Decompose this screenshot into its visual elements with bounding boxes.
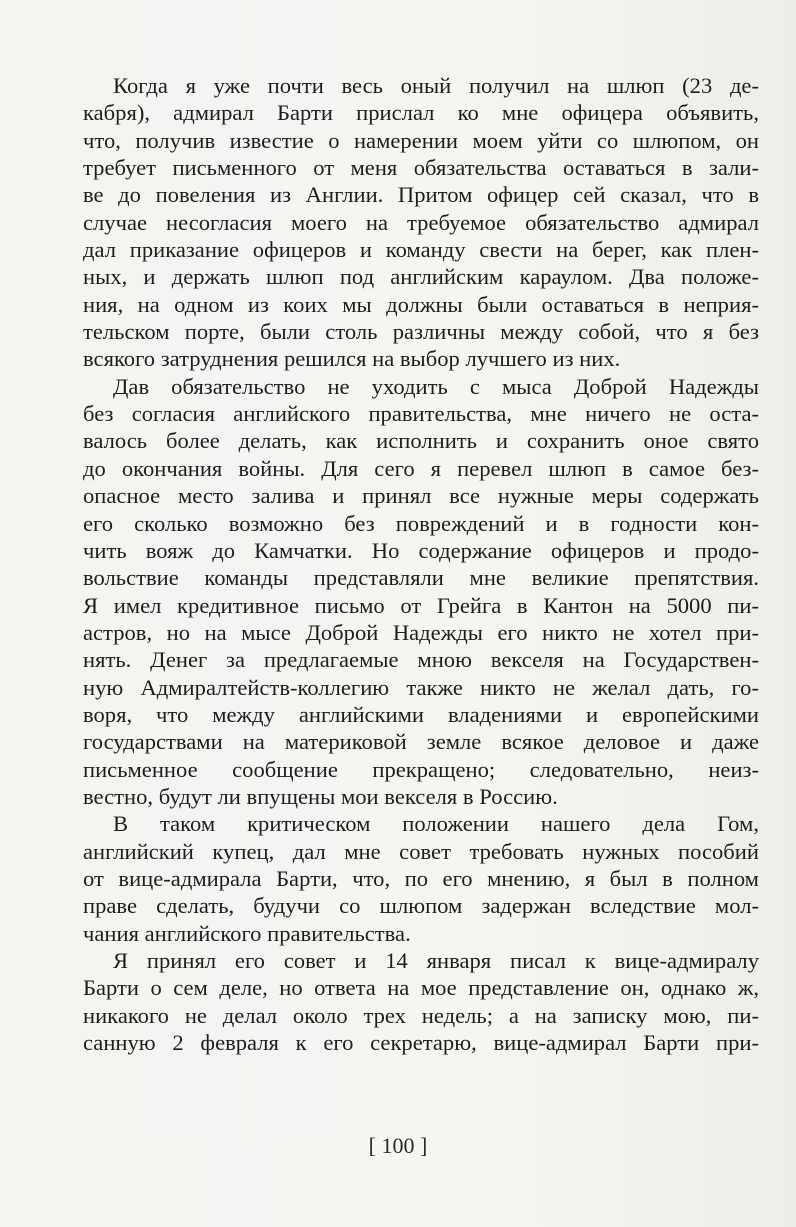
page-number: [ 100 ] (368, 1133, 428, 1158)
text-line: вестно, будут ли впущены мои векселя в Россию. (83, 783, 558, 809)
text-line: что, получив известие о намерении моем уйти со шлюпом, он (83, 127, 759, 153)
text-line: Барти о сем деле, но ответа на мое представление он, однако ж, (83, 975, 759, 1001)
text-line: ния, на одном из коих мы должны были оставаться в неприя- (83, 291, 759, 317)
text-line: вольствие команды представляли мне великие препятствия. (83, 565, 759, 591)
text-line: Когда я уже почти весь оный получил на шлюп (23 де- (113, 73, 759, 98)
body-text (83, 72, 759, 1056)
text-line: воря, что между английскими владениями и европейскими (83, 701, 759, 727)
text-line: английский купец, дал мне совет требовать нужных пособий (83, 838, 759, 864)
text-line: требует письменного от меня обязательства оставаться в зали- (83, 155, 759, 181)
text-line: праве сделать, будучи со шлюпом задержан вследствие мол- (83, 893, 759, 919)
text-line: тельском порте, были столь различны между собой, что я без (83, 319, 759, 345)
text-line: от вице-адмирала Барти, что, по его мнению, я был в полном (83, 865, 759, 891)
text-line: нять. Денег за предлагаемые мною векселя на Государствен- (83, 647, 759, 673)
text-line: опасное место залива и принял все нужные меры содержать (83, 483, 759, 509)
text-line: кабря), адмирал Барти прислал ко мне офицера объявить, (83, 100, 759, 126)
paragraph-2 (83, 373, 759, 811)
text-line: валось более делать, как исполнить и сохранить оное свято (83, 428, 759, 454)
text-line: санную 2 февраля к его секретарю, вице-адмирал Барти при- (83, 1030, 759, 1056)
text-line: всякого затруднения решился на выбор лучшего из них. (83, 346, 621, 372)
text-line: случае несогласия моего на требуемое обязательство адмирал (83, 209, 759, 235)
text-line: Дав обязательство не уходить с мыса Доброй Надежды (113, 373, 759, 399)
text-line: письменное сообщение прекращено; следовательно, неиз- (83, 756, 759, 782)
text-line: Я имел кредитивное письмо от Грейга в Кантон на 5000 пи- (83, 592, 759, 618)
text-line: государствами на материковой земле всякое деловое и даже (83, 729, 759, 755)
text-line: его сколько возможно без повреждений и в годности кон- (83, 510, 759, 536)
paragraph-1 (83, 72, 759, 373)
text-line: В таком критическом положении нашего дела Гом, (113, 811, 759, 837)
text-line: ных, и держать шлюп под английским караулом. Два положе- (83, 264, 759, 290)
text-line: ве до повеления из Англии. Притом офицер сей сказал, что в (83, 182, 759, 208)
text-line: до окончания войны. Для сего я перевел шлюп в самое без- (83, 455, 759, 481)
paragraph-3 (83, 810, 759, 947)
text-line: Я принял его совет и 14 января писал к вице-адмиралу (113, 948, 759, 973)
text-line: дал приказание офицеров и команду свести на берег, как плен- (83, 237, 759, 263)
text-line: никакого не делал около трех недель; а на записку мою, пи- (83, 1002, 759, 1028)
text-line: ную Адмиралтейств-коллегию также никто не желал дать, го- (83, 674, 759, 700)
text-line: астров, но на мысе Доброй Надежды его никто не хотел при- (83, 619, 759, 645)
text-line: чания английского правительства. (83, 920, 411, 946)
text-line: чить вояж до Камчатки. Но содержание офицеров и продо- (83, 537, 759, 563)
text-line: без согласия английского правительства, мне ничего не оста- (83, 401, 759, 427)
paragraph-4 (83, 947, 759, 1056)
